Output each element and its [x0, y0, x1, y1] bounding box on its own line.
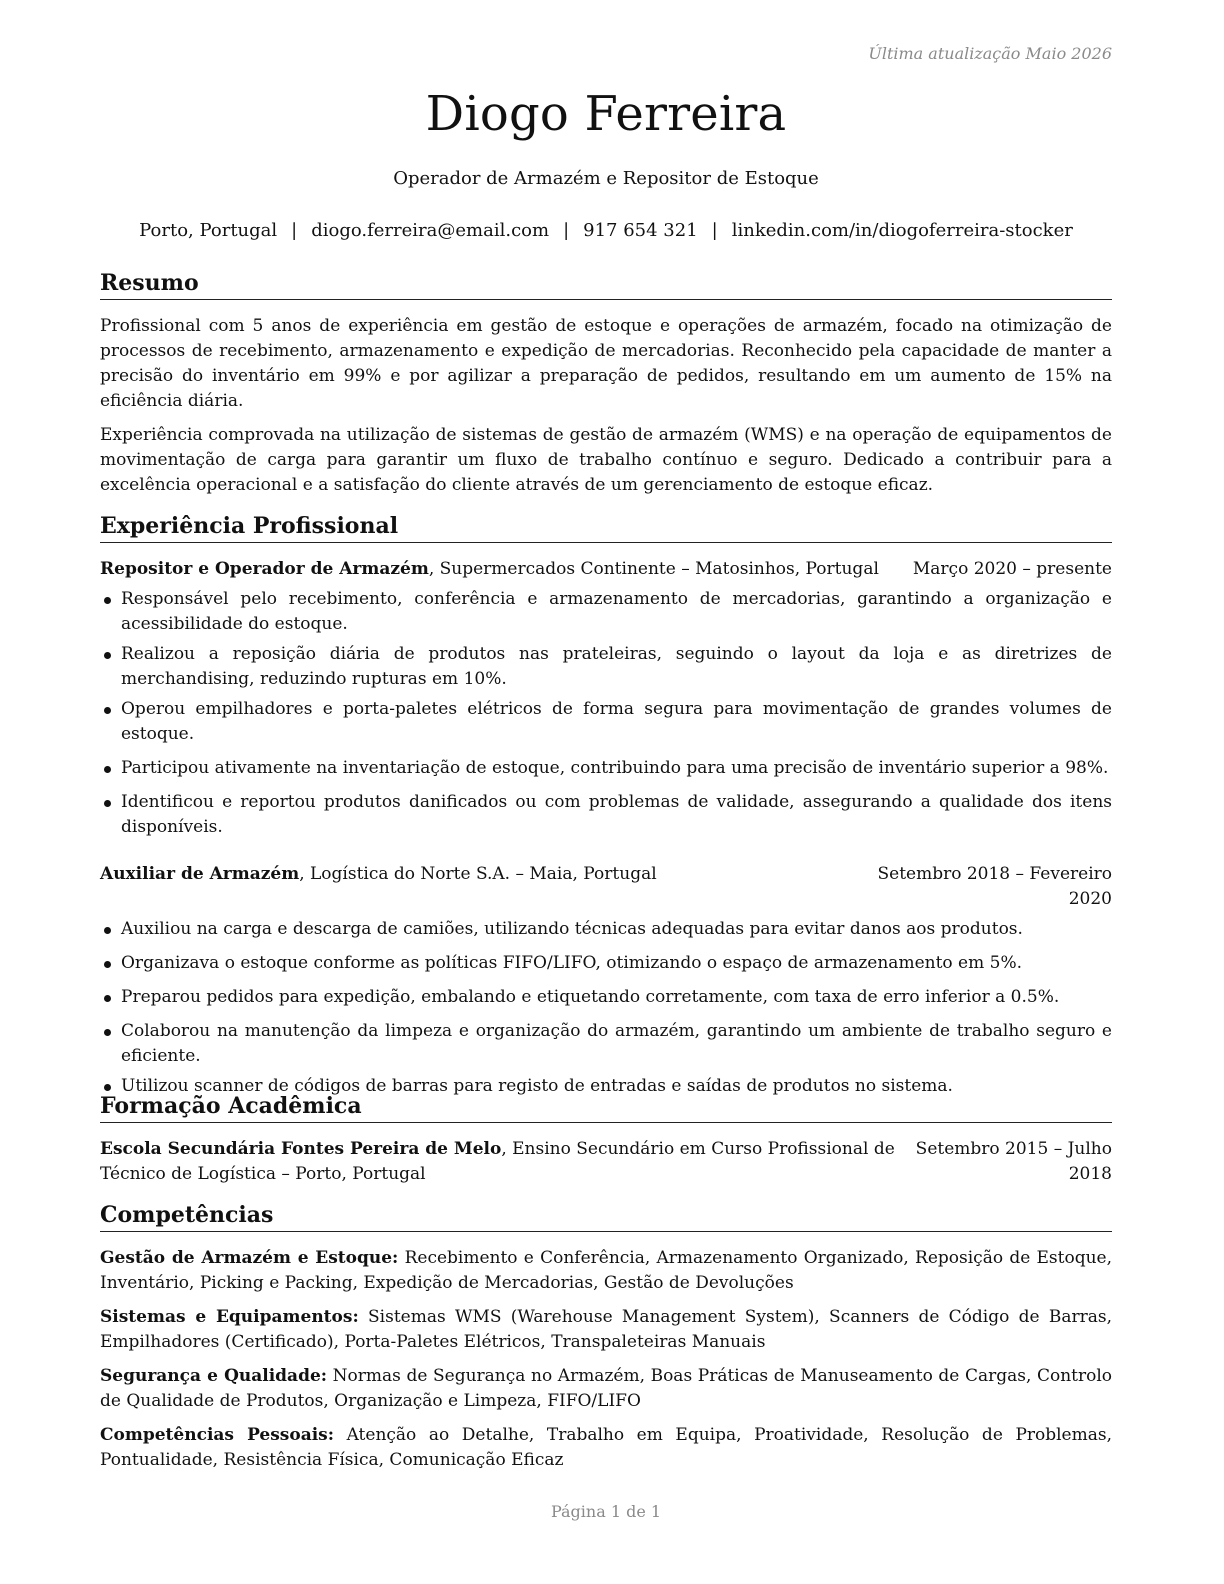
- list-item: Auxiliou na carga e descarga de camiões, utilizando técnicas adequadas para evitar danos aos produtos.: [100, 917, 1112, 942]
- candidate-title: Operador de Armazém e Repositor de Estoque: [393, 168, 819, 189]
- contact-line: [100, 220, 1112, 241]
- job-header: [100, 557, 1112, 582]
- skill-items: Sistemas WMS (Warehouse Management System), Scanners de Código de Barras, Empilhadores (Certificado), Porta-Paletes Elétricos, Transpaleteiras Manuais: [100, 1307, 1113, 1352]
- skill-label: Sistemas e Equipamentos:: [100, 1307, 359, 1327]
- contact-email[interactable]: diogo.ferreira@email.com: [311, 220, 550, 241]
- summary-section: [100, 268, 1112, 498]
- job-role-company: [100, 862, 857, 912]
- education-dates: [916, 1137, 1112, 1187]
- summary-paragraph: Profissional com 5 anos de experiência em gestão de estoque e operações de armazém, focado na otimização de processos de recebimento, armazenamento e expedição de mercadorias. Reconhecido pela capacidade de manter a precisão do inventário em 99% e por agilizar a preparação de pedidos, resultando em um aumento de 15% na eficiência diária.: [100, 316, 1112, 411]
- job-header: [100, 862, 1112, 912]
- page-number: Página 1 de 1: [550, 1502, 662, 1521]
- education-line: Técnico de Logística – Porto, Portugal: [100, 1164, 426, 1184]
- list-item: Operou empilhadores e porta-paletes elétricos de forma segura para movimentação de grandes volumes de estoque.: [100, 697, 1112, 747]
- skill-label: Segurança e Qualidade:: [100, 1366, 328, 1386]
- list-item: Preparou pedidos para expedição, embalando e etiquetando corretamente, com taxa de erro inferior a 0.5%.: [100, 985, 1112, 1010]
- resume-page: [100, 0, 1112, 1584]
- education-school-course: [100, 1137, 896, 1187]
- skill-label: Competências Pessoais:: [100, 1425, 335, 1445]
- contact-phone: 917 654 321: [583, 220, 698, 241]
- skill-items: Recebimento e Conferência, Armazenamento Organizado, Reposição de Estoque, Inventário, Picking e Packing, Expedição de Mercadorias, Gestão de Devoluções: [100, 1248, 1113, 1293]
- job-role: Auxiliar de Armazém: [100, 864, 300, 884]
- job-company: , Supermercados Continente – Matosinhos, Portugal: [428, 559, 879, 579]
- skill-items: Atenção ao Detalhe, Trabalho em Equipa, Proatividade, Resolução de Problemas, Pontualidade, Resistência Física, Comunicação Eficaz: [100, 1425, 1113, 1470]
- job-company: , Logística do Norte S.A. – Maia, Portugal: [299, 864, 657, 884]
- skill-group: [100, 1423, 1112, 1473]
- skill-group: [100, 1246, 1112, 1296]
- education-course: , Ensino Secundário em Curso Profissional de: [501, 1139, 895, 1159]
- summary-heading: Resumo: [100, 268, 1112, 300]
- education-school: Escola Secundária Fontes Pereira de Melo: [100, 1139, 502, 1159]
- skill-items: Normas de Segurança no Armazém, Boas Práticas de Manuseamento de Cargas, Controlo de Qualidade de Produtos, Organização e Limpeza, FIFO/LIFO: [100, 1366, 1113, 1411]
- list-item: Identificou e reportou produtos danificados ou com problemas de validade, assegurando a qualidade dos itens disponíveis.: [100, 790, 1112, 840]
- job-bullets: [100, 917, 1112, 1099]
- contact-separator: |: [563, 220, 570, 241]
- education-heading: Formação Acadêmica: [100, 1091, 1112, 1123]
- job-dates: [877, 862, 1112, 912]
- contact-linkedin[interactable]: linkedin.com/in/diogoferreira-stocker: [731, 220, 1073, 241]
- contact-separator: |: [291, 220, 298, 241]
- experience-section: [100, 511, 1112, 1099]
- education-line: [100, 1137, 896, 1162]
- summary-paragraph: Experiência comprovada na utilização de sistemas de gestão de armazém (WMS) e na operação de equipamentos de movimentação de carga para garantir um fluxo de trabalho contínuo e seguro. Dedicado a contribuir para a excelência operacional e a satisfação do cliente através de um gerenciamento de estoque eficaz.: [100, 425, 1112, 495]
- job-role-company: [100, 557, 893, 582]
- skill-group: [100, 1364, 1112, 1414]
- candidate-name: Diogo Ferreira: [425, 86, 787, 142]
- contact-separator: |: [711, 220, 718, 241]
- experience-heading: Experiência Profissional: [100, 511, 1112, 543]
- job-bullets: [100, 587, 1112, 840]
- list-item: Organizava o estoque conforme as políticas FIFO/LIFO, otimizando o espaço de armazenamento em 5%.: [100, 951, 1112, 976]
- skill-group: [100, 1305, 1112, 1355]
- last-updated: Última atualização Maio 2026: [868, 44, 1112, 63]
- job-dates-line: Setembro 2018 – Fevereiro: [877, 864, 1112, 884]
- job-role: Repositor e Operador de Armazém: [100, 559, 429, 579]
- job-dates-line: 2020: [1068, 889, 1112, 909]
- skill-label: Gestão de Armazém e Estoque:: [100, 1248, 399, 1268]
- list-item: Realizou a reposição diária de produtos nas prateleiras, seguindo o layout da loja e as diretrizes de merchandising, reduzindo rupturas em 10%.: [100, 642, 1112, 692]
- education-dates-line: 2018: [1068, 1164, 1112, 1184]
- list-item: Utilizou scanner de códigos de barras para registo de entradas e saídas de produtos no sistema.: [100, 1074, 1112, 1099]
- job-dates: Março 2020 – presente: [912, 559, 1112, 579]
- list-item: Responsável pelo recebimento, conferência e armazenamento de mercadorias, garantindo a organização e acessibilidade do estoque.: [100, 587, 1112, 637]
- education-entry: [100, 1137, 1112, 1187]
- list-item: Colaborou na manutenção da limpeza e organização do armazém, garantindo um ambiente de trabalho seguro e eficiente.: [100, 1019, 1112, 1069]
- skills-section: [100, 1200, 1112, 1473]
- list-item: Participou ativamente na inventariação de estoque, contribuindo para uma precisão de inventário superior a 98%.: [100, 756, 1112, 781]
- education-section: [100, 1091, 1112, 1187]
- skills-heading: Competências: [100, 1200, 1112, 1232]
- contact-location: Porto, Portugal: [139, 220, 278, 241]
- education-dates-line: Setembro 2015 – Julho: [915, 1139, 1112, 1159]
